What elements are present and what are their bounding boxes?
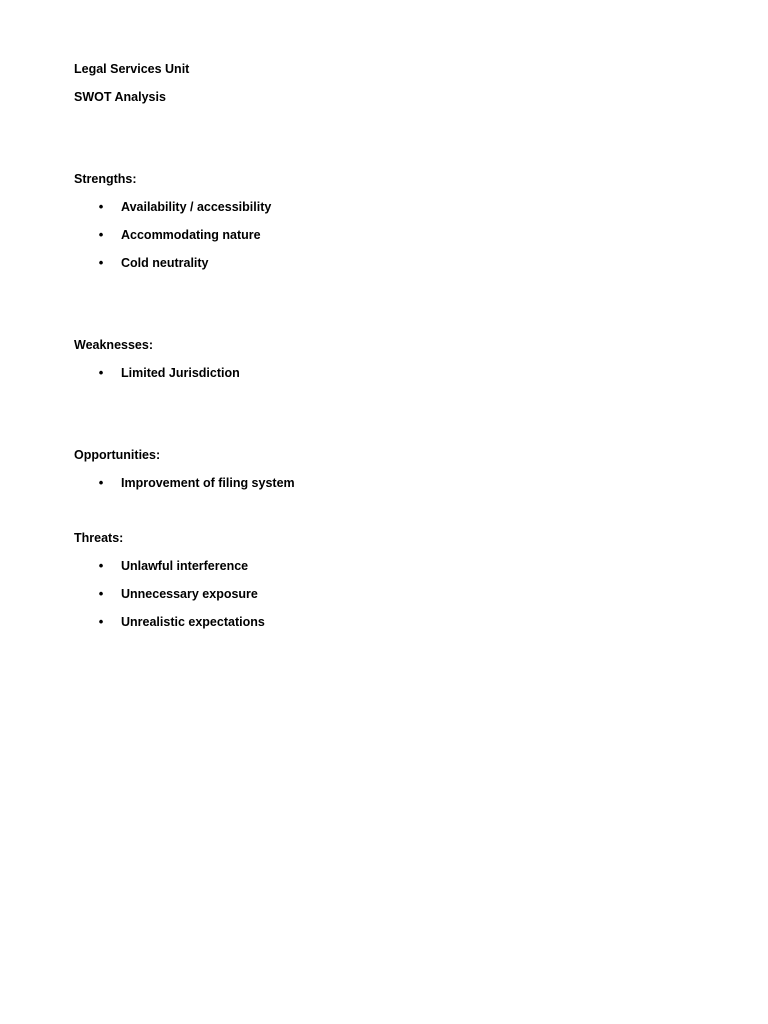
- bullet-icon: •: [98, 255, 104, 270]
- bullet-icon: •: [98, 365, 104, 380]
- bullet-icon: •: [98, 227, 104, 242]
- weaknesses-heading: Weaknesses:: [74, 338, 153, 352]
- threats-item-text: Unnecessary exposure: [121, 587, 258, 601]
- opportunities-heading: Opportunities:: [74, 448, 161, 462]
- threats-item-text: Unrealistic expectations: [121, 615, 265, 629]
- bullet-icon: •: [98, 199, 104, 214]
- bullet-icon: •: [98, 614, 104, 629]
- strengths-item-text: Availability / accessibility: [121, 200, 272, 214]
- strengths-heading: Strengths:: [74, 172, 137, 186]
- bullet-icon: •: [98, 475, 104, 490]
- bullet-icon: •: [98, 586, 104, 601]
- threats-item-text: Unlawful interference: [121, 559, 249, 573]
- document-title: Legal Services Unit: [74, 62, 190, 76]
- strengths-item-text: Accommodating nature: [121, 228, 261, 242]
- weaknesses-item-text: Limited Jurisdiction: [121, 366, 240, 380]
- threats-heading: Threats:: [74, 531, 124, 545]
- document-subtitle: SWOT Analysis: [74, 90, 166, 104]
- strengths-item-text: Cold neutrality: [121, 256, 209, 270]
- bullet-icon: •: [98, 558, 104, 573]
- opportunities-item-text: Improvement of filing system: [121, 476, 295, 490]
